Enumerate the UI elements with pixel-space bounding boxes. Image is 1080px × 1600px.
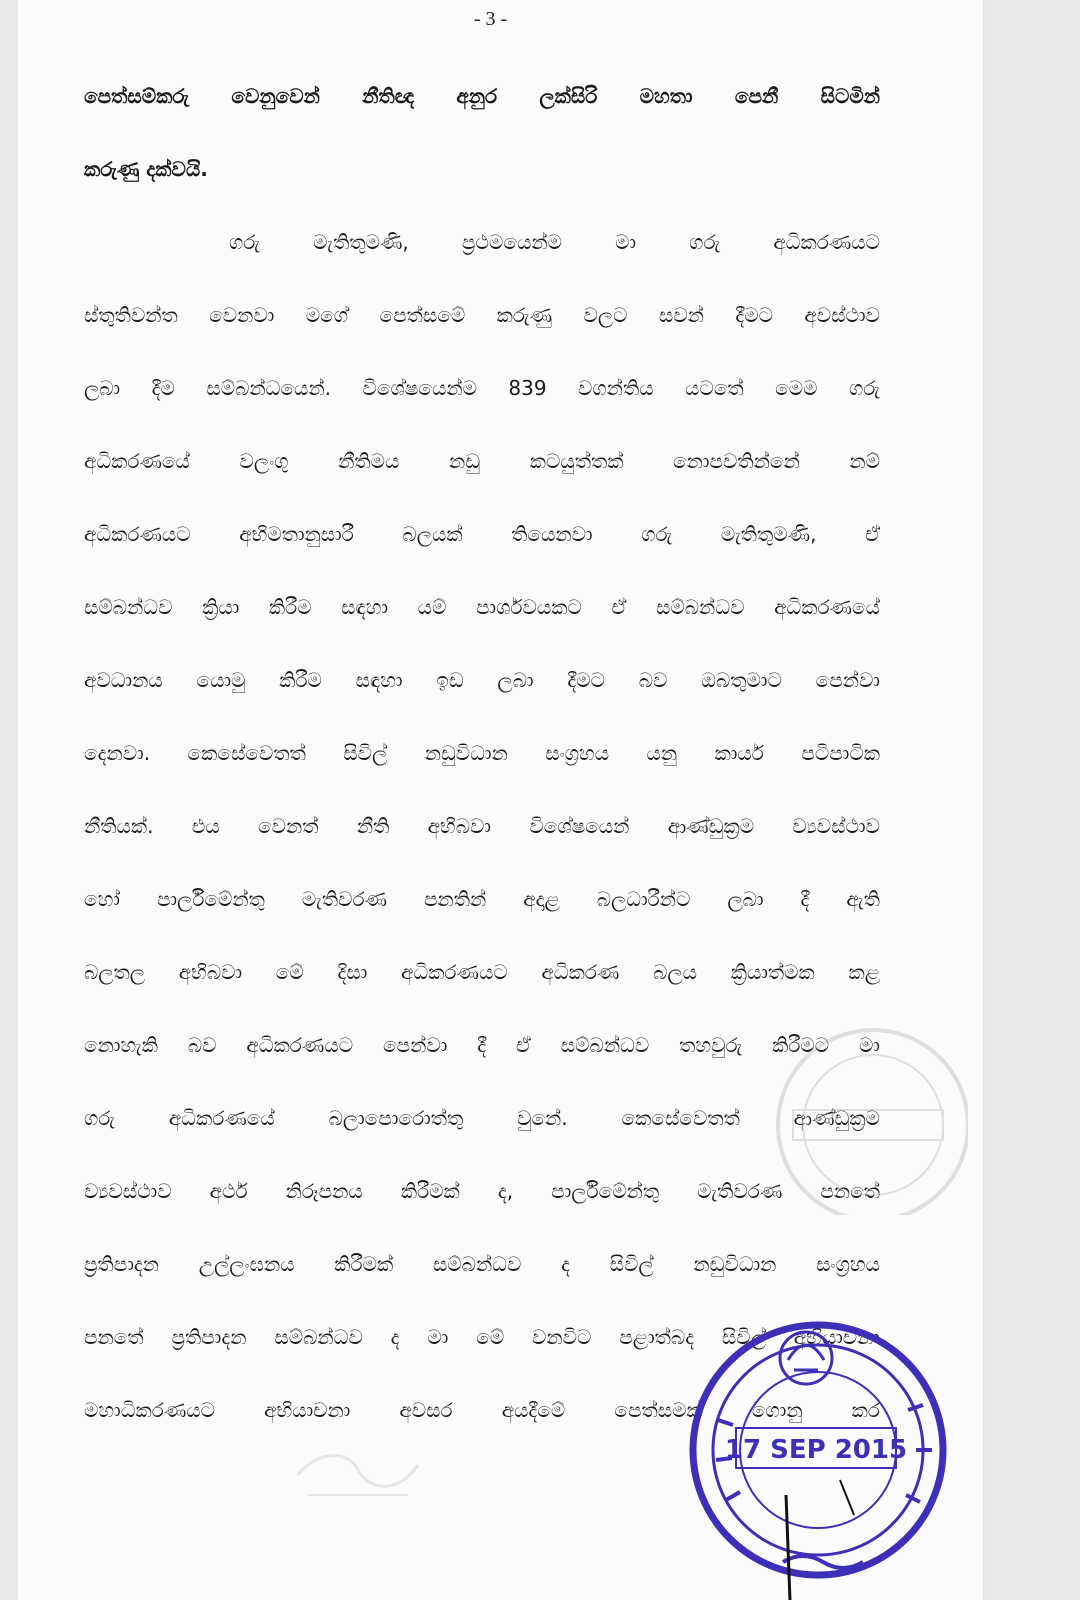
text-line: අධිකරණයේ වලංගු නීතිමය නඩු කටයුත්තක් නොපවතින්නේ නම් [84,449,880,473]
faint-signature-mark [288,1445,428,1515]
text-line: ගරු මැතිතුමණි, ප්‍රථමයෙන්ම මා ගරු අධිකරණයට [229,230,880,254]
text-line: ව්‍යවස්ථාව අර්ථ නිරූපනය කිරීමක් ද, පාර්ලිමේන්තු මැතිවරණ පනතේ [84,1179,880,1203]
faint-seal-mark [698,1015,968,1215]
text-line: සම්බන්ධව ක්‍රියා කිරීම සඳහා යම් පාර්ශවයකට ඒ සම්බන්ධව අධිකරණයේ [84,595,880,619]
page-number: - 3 - [473,8,508,30]
text-line: අධිකරණයට අභිමතානුසාරී බලයක් තියෙනවා ගරු මැතිතුමණි, ඒ [84,522,880,546]
text-line: බලතල අභිබවා මේ දිසා අධිකරණයට අධිකරණ බලය ක්‍රියාත්මක කළ [84,960,880,984]
text-line: ලබා දීම සම්බන්ධයෙන්. විශේෂයෙන්ම 839 වගන්තිය යටතේ මෙම ගරු [84,376,880,400]
text-line: දෙනවා. කෙසේවෙතත් සිවිල් නඩුවිධාන සංග්‍රහය යනු කාර්ය පටිපාටික [84,741,880,765]
text-line: අවධානය යොමු කිරීම සඳහා ඉඩ ලබා දීමට බව ඔබතුමාට පෙන්වා [84,668,880,692]
text-line: පෙත්සම්කරු වෙනුවෙන් නීතිඥ අනුර ලක්සිරි මහතා පෙනී සිටමින් [84,84,880,108]
text-line: ස්තුතිවන්ත වෙනවා මගේ පෙත්සමේ කරුණු වලට සවන් දීමට අවස්ථාව [84,303,880,327]
document-body [84,60,880,1447]
text-line: ගරු අධිකරණයේ බලාපොරොත්තු වුනේ. කෙසේවෙතත් ආණ්ඩුක්‍රම [84,1106,880,1130]
text-line: ප්‍රතිපාදන උල්ලංඝනය කිරීමක් සම්බන්ධව ද සිවිල් නඩුවිධාන සංග්‍රහය [84,1252,880,1276]
document-page [18,0,983,1600]
text-line: කරුණු දක්වයි. [84,157,208,181]
official-seal-stamp [678,1300,948,1600]
text-line: නීතියක්. එය වෙනත් නීති අභිබවා විශේෂයෙන් ආණ්ඩුක්‍රම ව්‍යවස්ථාව [84,814,880,838]
stamp-date: 17 SEP 2015 [724,1435,908,1465]
text-line: පනතේ ප්‍රතිපාදන සම්බන්ධව ද මා මේ වනවිට පළාත්බද සිවිල් අභියාචනා [84,1325,880,1349]
text-line: හෝ පාර්ලිමේන්තු මැතිවරණ පනතින් අදාළ බලධාරීන්ට ලබා දී ඇති [84,887,880,911]
text-line: නොහැකි බව අධිකරණයට පෙන්වා දී ඒ සම්බන්ධව තහවුරු කිරීමට මා [84,1033,880,1057]
text-line: මහාධිකරණයට අභියාචනා අවසර අයදීමේ පෙත්සමක් ගොනු කර [84,1398,880,1422]
